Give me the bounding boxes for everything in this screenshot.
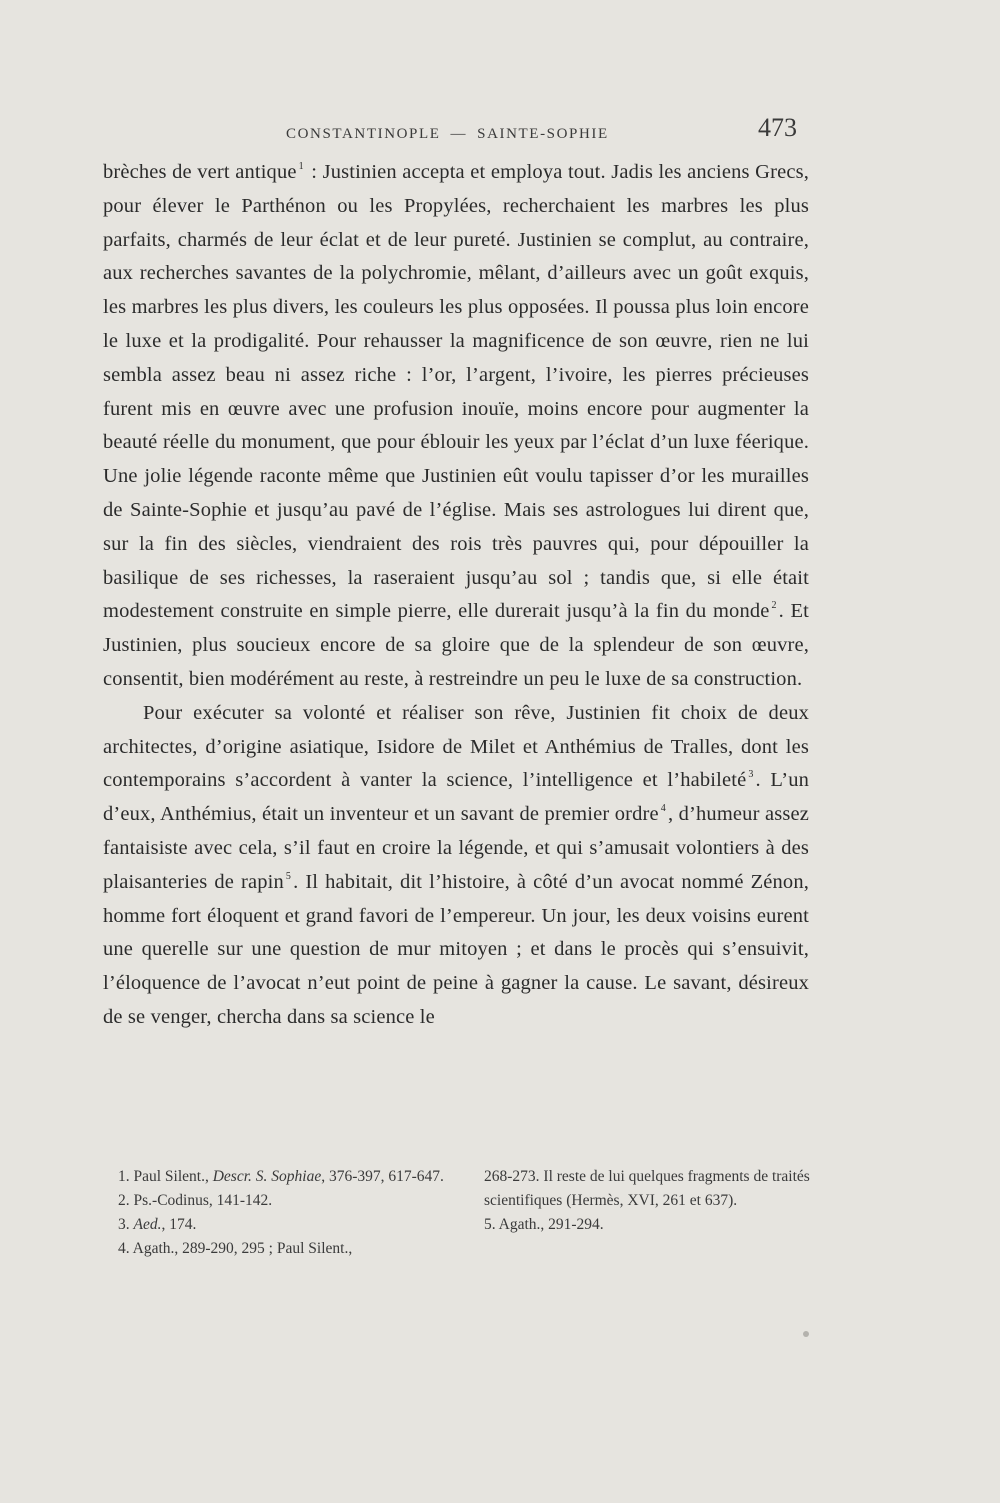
main-text xyxy=(103,156,809,1035)
footnote-text: 1. Paul Silent., xyxy=(118,1168,213,1185)
text-run: , d’humeur assez fantaisiste avec cela, s’il faut en croire la légende, et qui s’amusait volontiers à des plaisanteries de rapin xyxy=(103,803,809,893)
footnotes xyxy=(118,1165,814,1261)
footnotes-left-column xyxy=(118,1165,448,1261)
footnote-title: Aed. xyxy=(133,1216,162,1233)
footnote-1 xyxy=(118,1165,448,1189)
paragraph-1 xyxy=(103,156,809,697)
text-run: Pour exécuter sa volonté et réaliser son rêve, Justinien fit choix de deux architectes, d’origine asiatique, Isidore de Milet et Anthémius de Tralles, dont les contemporains s’accordent à vanter la science, l’intelligence et l’habileté xyxy=(103,701,809,792)
footnote-title: Descr. S. Sophiae xyxy=(212,1168,322,1185)
footnote-3 xyxy=(118,1213,448,1237)
running-head-right: SAINTE-SOPHIE xyxy=(477,126,609,142)
footnote-text: 3. xyxy=(118,1216,134,1233)
running-head-dash: — xyxy=(450,126,468,142)
footnotes-right-column xyxy=(484,1165,814,1261)
footnote-ref-1: 1 xyxy=(298,161,304,172)
text-run: : Justinien accepta et employa tout. Jadis les anciens Grecs, pour élever le Parthénon ou les Propylées, recherchaient les marbres les plus parfaits, charmés de leur éclat et de leur pureté. Justinien se complut, au contraire, aux recherches savantes de la polychromie, mêlant, d’ailleurs avec un goût exquis, les marbres les plus divers, les couleurs les plus opposées. Il poussa plus loin encore le luxe et la prodigalité. Pour rehausser la magnificence de son œuvre, rien ne lui sembla assez beau ni assez riche : l’or, l’argent, l’ivoire, les pierres précieuses furent mis en œuvre avec une profusion inouïe, moins encore pour augmenter la beauté réelle du monument, que pour éblouir les yeux par l’éclat d’un luxe féerique. Une jolie légende raconte même que Justinien eût voulu tapisser d’or les murailles de Sainte-Sophie et jusqu’au pavé de l’église. Mais ses astrologues lui dirent que, sur la fin des siècles, viendraient des rois très pauvres qui, pour dépouiller la basilique de ses richesses, la raseraient jusqu’au sol ; tandis que, si elle était modestement construite en simple pierre, elle durerait jusqu’à la fin du monde xyxy=(103,161,809,623)
footnote-text: , 376-397, 617-647. xyxy=(321,1168,444,1185)
footnote-5: 5. Agath., 291-294. xyxy=(484,1216,604,1233)
page-number: 473 xyxy=(758,113,797,142)
footnote-ref-5: 5 xyxy=(285,870,292,882)
footnote-ref-4: 4 xyxy=(660,803,666,815)
footnote-ref-3: 3 xyxy=(748,769,754,781)
text-run: brèches de vert antique xyxy=(103,161,297,183)
paragraph-2 xyxy=(103,697,809,1035)
paper-speck xyxy=(803,1331,809,1337)
footnote-4-continued: 268-273. Il reste de lui quelques fragments de traités scientifiques (Hermès, XVI, 261 et 637). xyxy=(484,1168,810,1209)
running-head xyxy=(286,126,609,143)
footnote-2: 2. Ps.-Codinus, 141-142. xyxy=(118,1192,273,1209)
running-head-left: CONSTANTINOPLE xyxy=(286,126,441,142)
footnote-ref-2: 2 xyxy=(771,600,777,612)
text-run: . L’un d’eux, Anthémius, était un inventeur et un savant de premier ordre xyxy=(103,769,809,826)
footnote-text: , 174. xyxy=(161,1216,197,1233)
footnote-4: 4. Agath., 289-290, 295 ; Paul Silent., xyxy=(118,1240,353,1257)
text-run: . Et Justinien, plus soucieux encore de sa gloire que de la splendeur de son œuvre, consentit, bien modérément au reste, à restreindre un peu le luxe de sa construction. xyxy=(103,600,809,690)
text-run: . Il habitait, dit l’histoire, à côté d’un avocat nommé Zénon, homme fort éloquent et grand favori de l’empereur. Un jour, les deux voisins eurent une querelle sur une question de mur mitoyen ; et dans le procès qui s’ensuivit, l’éloquence de l’avocat n’eut point de peine à gagner la cause. Le savant, désireux de se venger, chercha dans sa science le xyxy=(103,870,809,1028)
